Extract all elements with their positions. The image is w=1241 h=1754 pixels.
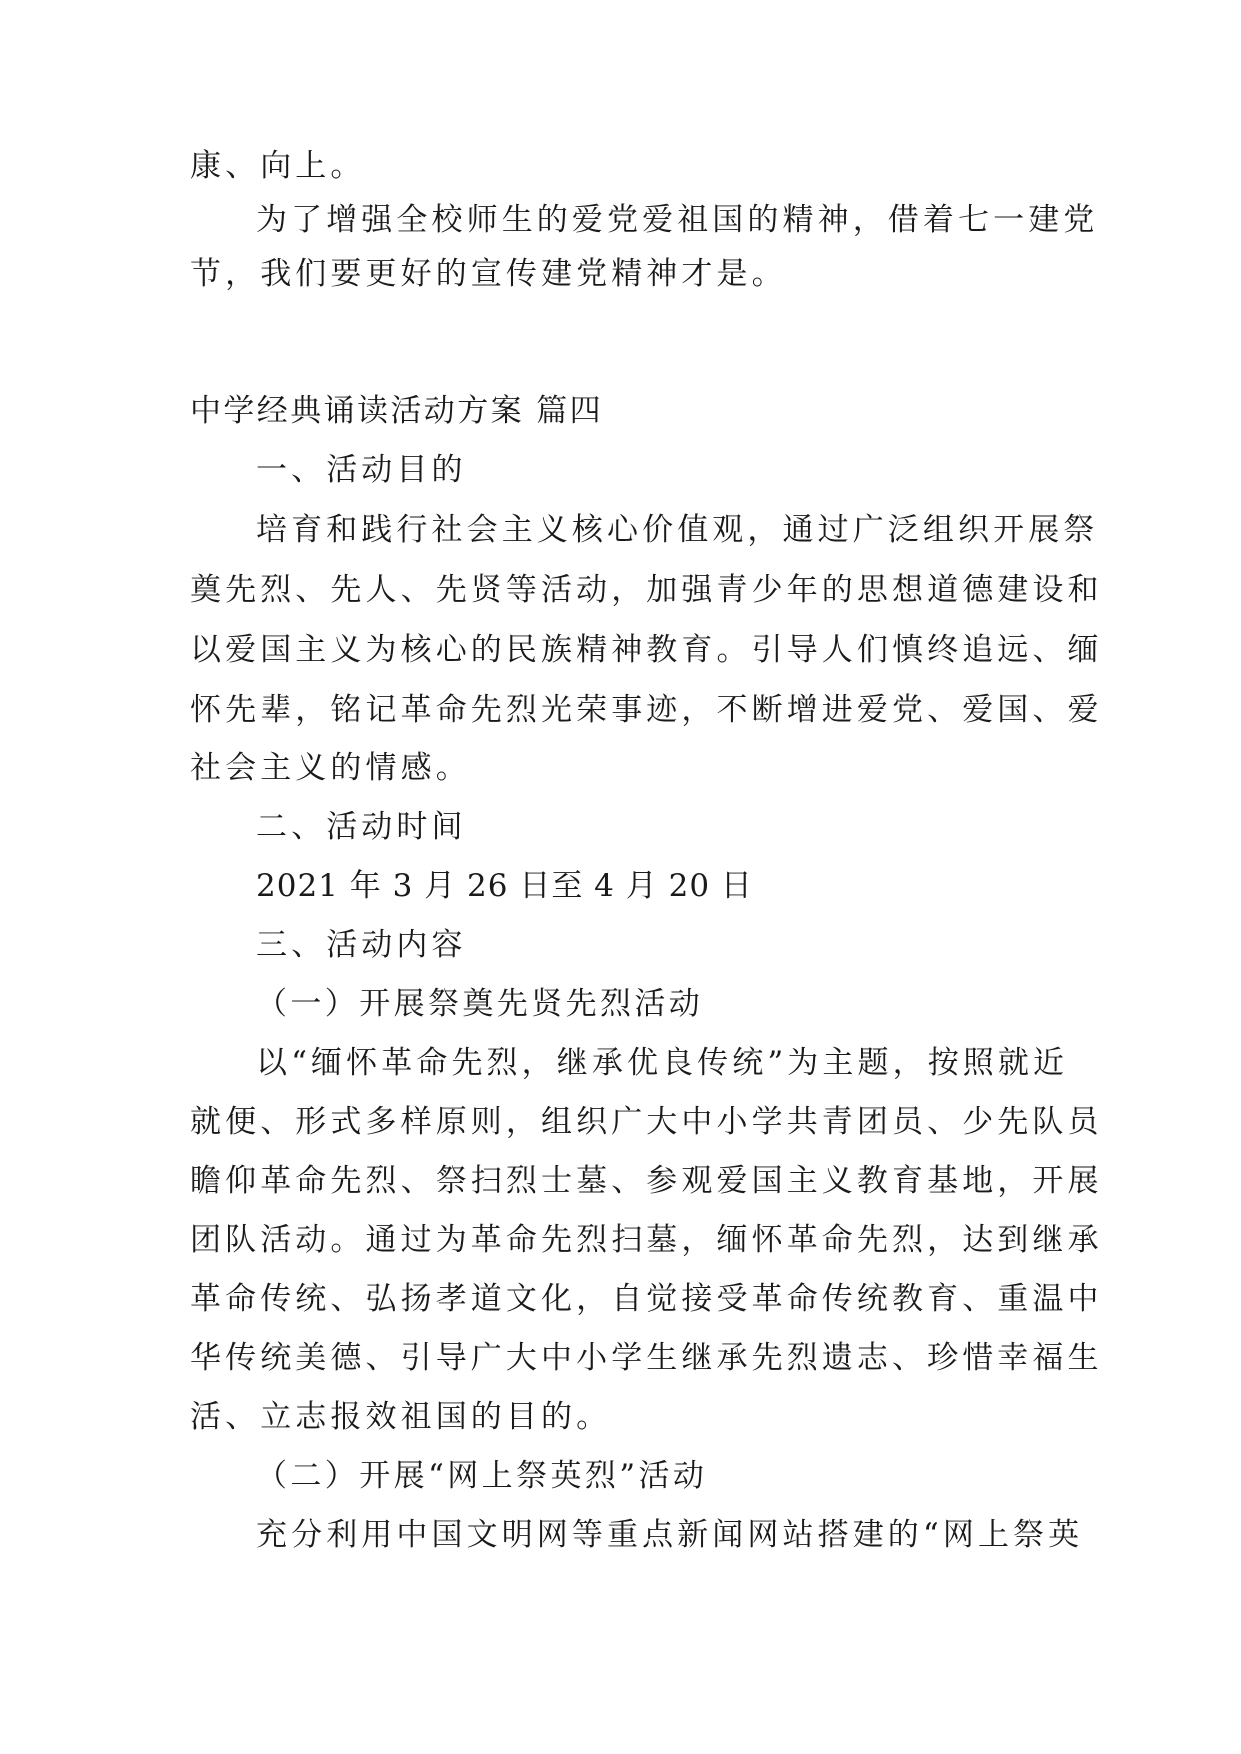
- paragraph-line: 怀先辈，铭记革命先烈光荣事迹，不断增进爱党、爱国、爱: [190, 692, 1103, 728]
- subheading-online: （二）开展“网上祭英烈”活动: [256, 1458, 708, 1494]
- subheading-memorial: （一）开展祭奠先贤先烈活动: [256, 986, 704, 1022]
- heading-purpose: 一、活动目的: [256, 452, 467, 488]
- heading-content: 三、活动内容: [256, 927, 467, 963]
- heading-time: 二、活动时间: [256, 809, 467, 845]
- activity-date: 2021 年 3 月 26 日至 4 月 20 日: [256, 868, 753, 904]
- paragraph-line: 节，我们要更好的宣传建党精神才是。: [190, 256, 787, 292]
- paragraph-line: 华传统美德、引导广大中小学生继承先烈遗志、珍惜幸福生: [190, 1340, 1103, 1376]
- paragraph-continuation-line: 康、向上。: [190, 148, 366, 184]
- paragraph-line: 瞻仰革命先烈、祭扫烈士墓、参观爱国主义教育基地，开展: [190, 1163, 1103, 1199]
- paragraph-line: 以爱国主义为核心的民族精神教育。引导人们慎终追远、缅: [190, 632, 1103, 668]
- paragraph-line: 以“缅怀革命先烈，继承优良传统”为主题，按照就近: [256, 1045, 1069, 1081]
- section-title: 中学经典诵读活动方案 篇四: [190, 393, 604, 429]
- paragraph-line: 革命传统、弘扬孝道文化，自觉接受革命传统教育、重温中: [190, 1281, 1103, 1317]
- paragraph-line: 团队活动。通过为革命先烈扫墓，缅怀革命先烈，达到继承: [190, 1222, 1103, 1258]
- paragraph-line: 充分利用中国文明网等重点新闻网站搭建的“网上祭英: [256, 1517, 1084, 1553]
- paragraph-line: 社会主义的情感。: [190, 750, 471, 786]
- paragraph-line: 奠先烈、先人、先贤等活动，加强青少年的思想道德建设和: [190, 572, 1103, 608]
- paragraph-line: 培育和践行社会主义核心价值观，通过广泛组织开展祭: [256, 512, 1099, 548]
- paragraph-line: 就便、形式多样原则，组织广大中小学共青团员、少先队员: [190, 1104, 1103, 1140]
- paragraph-line: 为了增强全校师生的爱党爱祖国的精神，借着七一建党: [256, 202, 1099, 238]
- paragraph-line: 活、立志报效祖国的目的。: [190, 1399, 612, 1435]
